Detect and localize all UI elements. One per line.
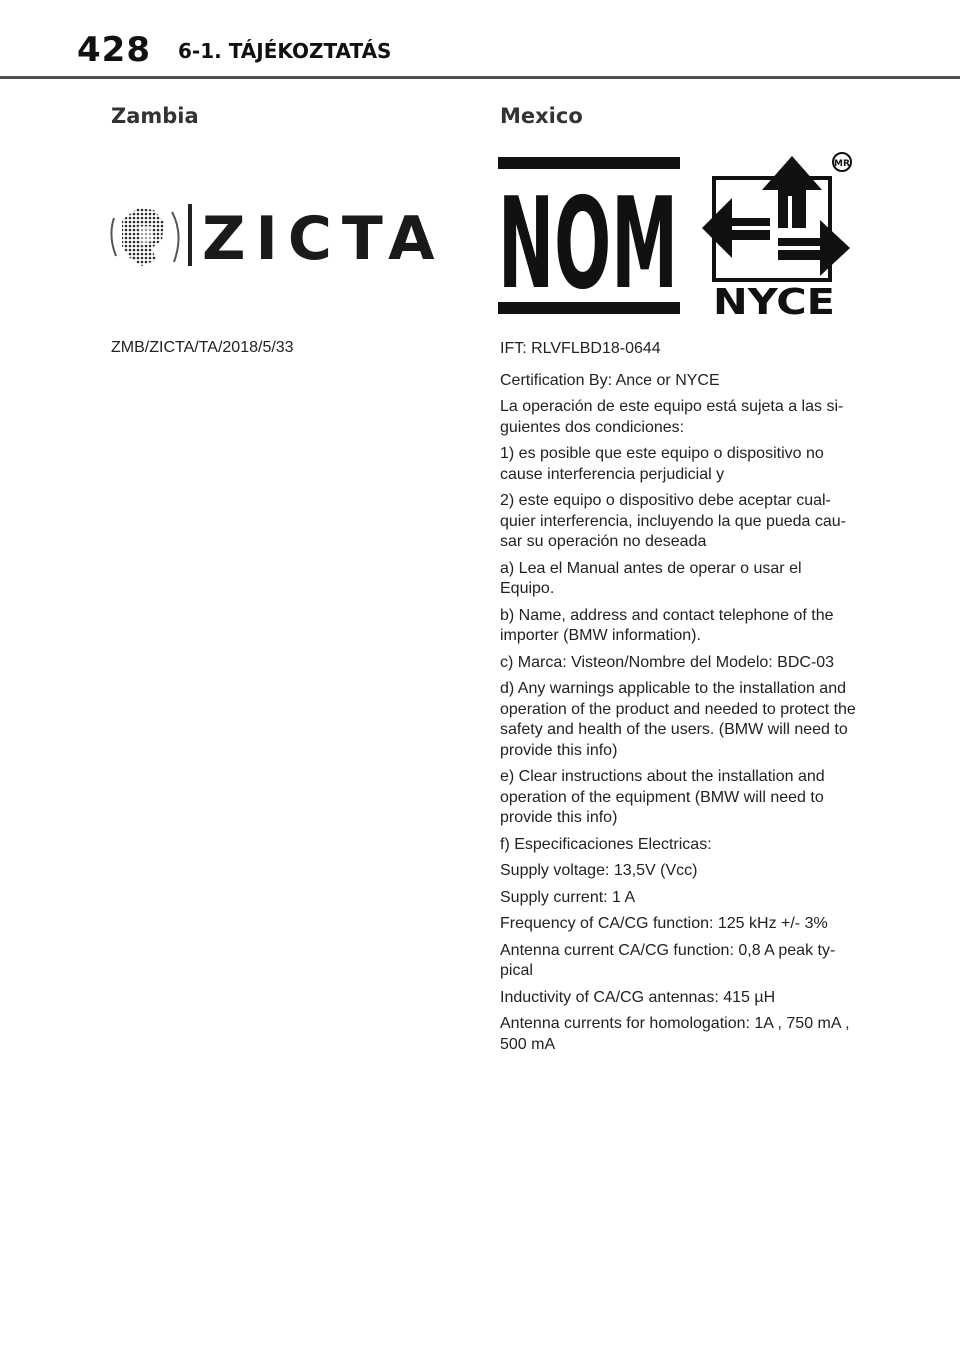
paragraph: a) Lea el Manual antes de operar o usar el Equipo.	[500, 559, 802, 597]
page-header	[0, 0, 960, 80]
paragraph: d) Any warnings applicable to the installation and operation of the product and needed to protect the safety and health of the users. (BMW will need to provide this info)	[500, 680, 856, 759]
paragraph: Antenna currents for homologation: 1A , 750 mA , 500 mA	[500, 1015, 850, 1053]
paragraph: c) Marca: Visteon/Nombre del Modelo: BDC-03	[500, 653, 835, 671]
mr-badge: MR	[834, 159, 850, 169]
paragraph: La operación de este equipo está sujeta a las si-guientes dos condiciones:	[500, 398, 844, 436]
paragraph: Inductivity of CA/CG antennas: 415 µH	[500, 988, 776, 1006]
zambia-heading: Zambia	[111, 104, 199, 128]
paragraph: f) Especificaciones Electricas:	[500, 835, 712, 853]
nyce-logo	[700, 150, 852, 325]
mexico-heading: Mexico	[500, 104, 583, 128]
mexico-cert-text	[500, 339, 860, 1061]
paragraph: 1) es posible que este equipo o dispositivo no cause interferencia perjudicial y	[500, 445, 824, 483]
paragraph: e) Clear instructions about the installation and operation of the equipment (BMW will need to provide this info)	[500, 768, 825, 826]
nom-logo	[496, 152, 684, 325]
paragraph: Certification By: Ance or NYCE	[500, 371, 720, 389]
page-number: 428	[77, 30, 151, 70]
paragraph: b) Name, address and contact telephone of the importer (BMW information).	[500, 606, 834, 644]
ift-number: IFT: RLVFLBD18-0644	[500, 340, 661, 357]
paragraph: Supply voltage: 13,5V (Vcc)	[500, 862, 698, 879]
section-title: 6-1. TÁJÉKOZTATÁS	[178, 39, 392, 63]
zicta-logo-text: ZICTA	[202, 204, 445, 274]
nom-logo-text: NOM	[498, 170, 678, 317]
paragraph: Supply current: 1 A	[500, 888, 636, 906]
paragraph: Antenna current CA/CG function: 0,8 A peak ty-pical	[500, 941, 836, 979]
zicta-logo	[108, 196, 468, 281]
paragraph: 2) este equipo o dispositivo debe aceptar cual-quier interferencia, incluyendo la que pueda cau-sar su operación no deseada	[500, 492, 847, 550]
zambia-cert-number: ZMB/ZICTA/TA/2018/5/33	[111, 339, 294, 356]
nyce-logo-text: NYCE	[713, 282, 835, 320]
paragraph: Frequency of CA/CG function: 125 kHz +/- 3%	[500, 915, 828, 932]
header-divider	[0, 76, 960, 79]
